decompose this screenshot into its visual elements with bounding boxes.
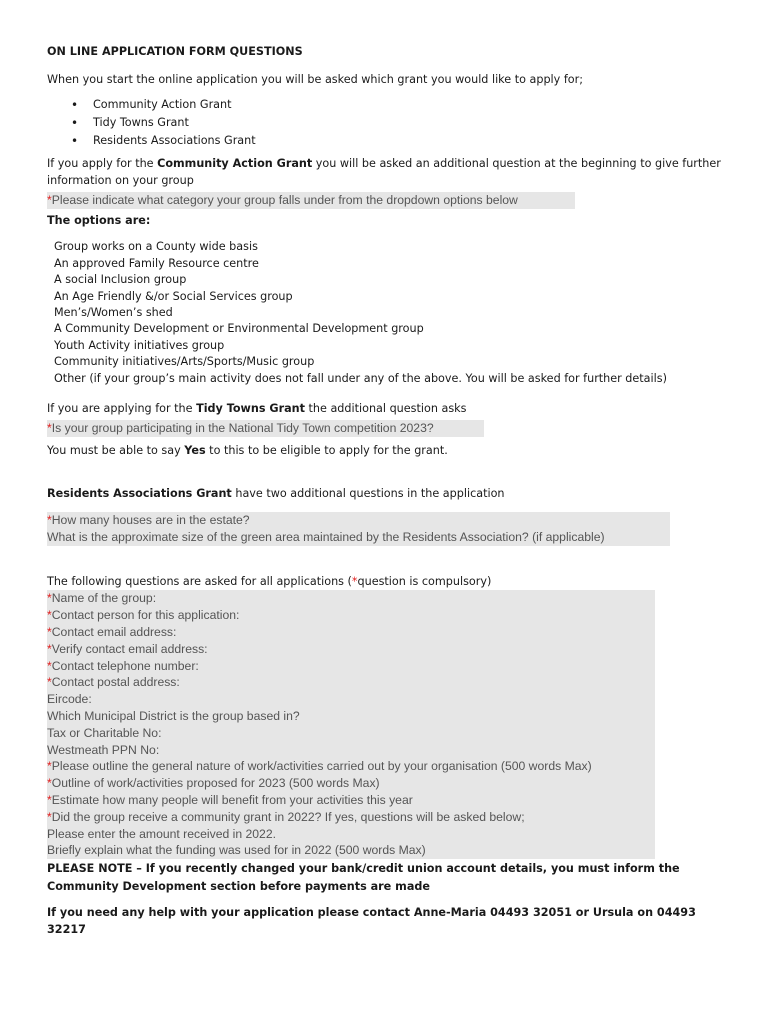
list-item: • Residents Associations Grant <box>93 132 727 150</box>
list-item: Westmeath PPN No: <box>47 742 160 757</box>
tidy-note: You must be able to say Yes to this to be eligible to apply for the grant. <box>47 444 448 458</box>
list-item: Briefly explain what the funding was used for in 2022 (500 words Max) <box>47 843 426 858</box>
list-item: *Contact email address: <box>47 624 177 639</box>
help-contact: If you need any help with your application please contact Anne-Maria 04493 32051 or Ursula on 04493 32217 <box>47 906 696 936</box>
options-list <box>54 239 727 387</box>
list-item: *Did the group receive a community grant in 2022? If yes, questions will be asked below; <box>47 809 525 824</box>
list-item: Other (if your group’s main activity does not fall under any of the above. You will be asked for further details) <box>54 371 667 385</box>
page-title: ON LINE APPLICATION FORM QUESTIONS <box>47 45 303 58</box>
list-item: *Contact postal address: <box>47 675 180 690</box>
options-heading: The options are: <box>47 213 151 227</box>
list-item: An Age Friendly &/or Social Services group <box>54 289 293 303</box>
list-item: *How many houses are in the estate? <box>47 513 250 528</box>
document-body <box>47 44 727 938</box>
list-item: Community initiatives/Arts/Sports/Music group <box>54 355 315 369</box>
rag-paragraph: Residents Associations Grant have two additional questions in the application <box>47 486 505 500</box>
list-item: *Please outline the general nature of work/activities carried out by your organisation (500 words Max) <box>47 759 592 774</box>
all-intro: The following questions are asked for all applications (*question is compulsory) <box>47 574 492 588</box>
please-note: PLEASE NOTE – If you recently changed your bank/credit union account details, you must inform the Community Development section before payments are made <box>47 862 680 893</box>
list-item: Tax or Charitable No: <box>47 725 162 740</box>
list-item: *Verify contact email address: <box>47 641 208 656</box>
grant-list <box>47 96 727 150</box>
list-item: Eircode: <box>47 692 92 707</box>
list-item: Group works on a County wide basis <box>54 240 258 254</box>
list-item: *Contact telephone number: <box>47 658 199 673</box>
list-item: Men’s/Women’s shed <box>54 305 173 319</box>
list-item: Please enter the amount received in 2022. <box>47 826 277 841</box>
list-item: A Community Development or Environmental Development group <box>54 322 424 336</box>
list-item: *Outline of work/activities proposed for 2023 (500 words Max) <box>47 776 380 791</box>
cag-paragraph: If you apply for the Community Action Grant you will be asked an additional question at the beginning to give further information on your group <box>47 157 721 187</box>
list-item: Youth Activity initiatives group <box>54 338 225 352</box>
list-item: *Contact person for this application: <box>47 608 240 623</box>
list-item: An approved Family Resource centre <box>54 256 259 270</box>
list-item: Which Municipal District is the group based in? <box>47 708 300 723</box>
tidy-paragraph: If you are applying for the Tidy Towns Grant the additional question asks <box>47 401 467 415</box>
cag-question: *Please indicate what category your group falls under from the dropdown options below <box>47 192 575 209</box>
list-item: • Community Action Grant <box>93 96 727 114</box>
all-questions <box>47 590 655 859</box>
rag-questions <box>47 512 670 546</box>
list-item: • Tidy Towns Grant <box>93 114 727 132</box>
list-item: *Name of the group: <box>47 591 157 606</box>
tidy-question: *Is your group participating in the National Tidy Town competition 2023? <box>47 420 484 437</box>
list-item: *Estimate how many people will benefit from your activities this year <box>47 792 413 807</box>
intro-text: When you start the online application you will be asked which grant you would like to apply for; <box>47 72 583 86</box>
list-item: A social Inclusion group <box>54 273 187 287</box>
list-item: What is the approximate size of the green area maintained by the Residents Association? (if applicable) <box>47 530 605 545</box>
